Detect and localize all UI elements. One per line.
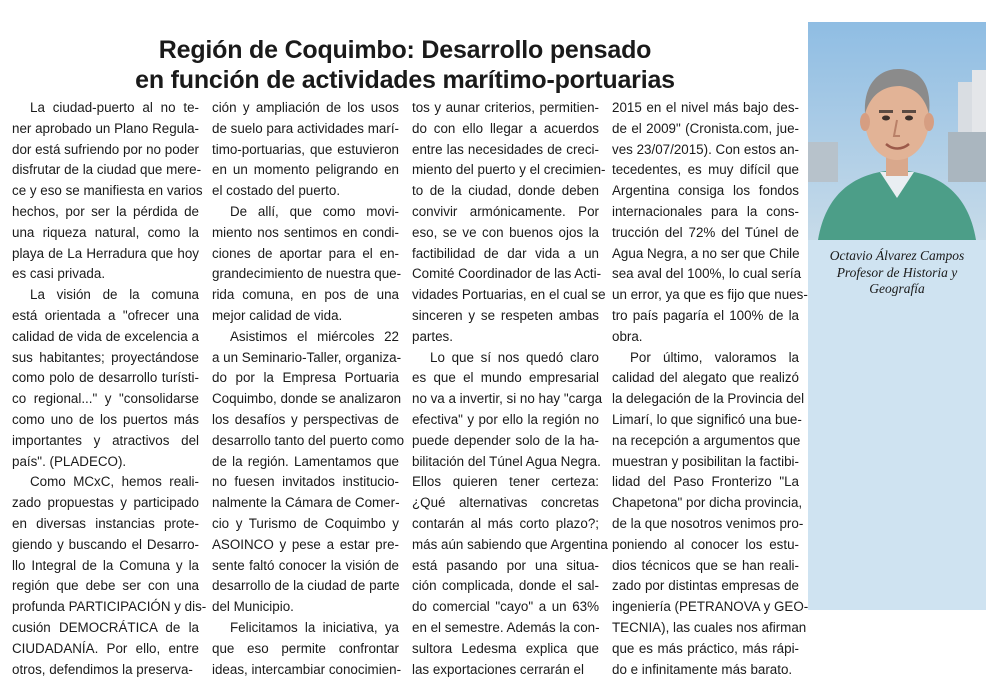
article-text-line: desarrollo de la ciudad de parte <box>212 578 400 594</box>
article-text-line: desarrollo tanto del puerto como <box>212 432 405 448</box>
article-text-line: está pasando por una situa- <box>412 557 599 573</box>
article-text-line: de la que nosotros venimos pro- <box>612 515 804 531</box>
article-text-line: contarán al más corto plazo?; <box>412 515 599 531</box>
article-text-line: to de la ciudad, donde deben <box>412 183 599 199</box>
article-text-line: país". (PLADECO). <box>12 453 127 469</box>
article-text-line: Asistimos el miércoles 22 <box>230 328 399 344</box>
article-text-line: dor está sufriendo por no poder <box>12 141 199 157</box>
article-text-line: lidad del Paso Fronterizo "La <box>612 474 799 490</box>
author-role-line-1: Profesor de Historia y <box>836 264 958 280</box>
article-text-line: el costado del puerto. <box>212 183 341 199</box>
article-text-line: otros, defendimos la preserva- <box>12 661 193 677</box>
article-text-line: calidad de vida de excelencia a <box>12 328 199 344</box>
article-text-line: tecedentes, es muy difícil que <box>612 162 799 178</box>
article-text-line: los desafíos y perspectivas de <box>212 411 399 427</box>
article-text-line: eso, se ve con buenos ojos la <box>412 224 599 240</box>
article-text-line: Limarí, lo que significó una bue- <box>612 411 802 427</box>
article-text-line: sus habitantes; proyectándose <box>12 349 199 365</box>
author-name: Octavio Álvarez Campos <box>829 248 965 263</box>
article-text-line: en diversas instancias prote- <box>12 515 199 531</box>
article-text-line: ciones de aportar para el en- <box>212 245 399 261</box>
article-column-1 <box>12 98 207 680</box>
article-text-line: más aún sabiendo que Argentina <box>412 536 608 552</box>
article-text-line: que es más práctico, más rápi- <box>612 640 799 656</box>
article-title-line-2: en función de actividades marítimo-portuarias <box>135 65 675 94</box>
article-text-line: ¿Qué alternativas concretas <box>412 495 599 511</box>
article-text-line: región que debe ser con una <box>12 578 199 594</box>
article-text-line: un error, ya que es fijo que nues- <box>612 287 808 303</box>
article-text-line: co regional..." y "consolidarse <box>12 391 199 407</box>
article-title <box>60 35 750 95</box>
article-text-line: timo-portuarias, que estuvieron <box>212 141 399 157</box>
article-text-line: de el 2009" (Cronista.com, jue- <box>612 120 799 136</box>
article-text-line: grandecimiento de nuestra que- <box>212 266 402 282</box>
article-text-line: ideas, intercambiar conocimien- <box>212 661 402 677</box>
article-text-line: ner aprobado un Plano Regula- <box>12 120 199 136</box>
article-text-line: sultora Ledesma explica que <box>412 640 599 656</box>
article-text-line: Comité Coordinador de las Acti- <box>412 266 602 282</box>
article-text-line: hechos, por ser la pérdida de <box>12 203 199 219</box>
article-text-line: CIUDADANÍA. Por ello, entre <box>12 640 199 656</box>
article-text-line: do e infinitamente más barato. <box>612 661 793 677</box>
article-column-3 <box>412 98 608 680</box>
article-text-line: internacionales para la cons- <box>612 203 799 219</box>
article-text-line: como polo de desarrollo turísti- <box>12 370 199 386</box>
article-title-line-1: Región de Coquimbo: Desarrollo pensado <box>158 35 652 64</box>
article-text-line: Ellos quieren tener certeza: <box>412 474 599 490</box>
article-text-line: trucción del 72% del Túnel de <box>612 224 799 240</box>
article-column-4 <box>612 98 809 680</box>
article-text-line: na recepción a argumentos que <box>612 432 801 448</box>
article-text-line: do por la Empresa Portuaria <box>212 370 399 386</box>
article-text-line: ves 23/07/2015). Con estos an- <box>612 141 799 157</box>
article-text-line: Lo que sí nos quedó claro <box>430 349 599 365</box>
article-text-line: Coquimbo, donde se analizaron <box>212 391 402 407</box>
article-text-line: tos y aunar criterios, permitien- <box>412 100 599 115</box>
article-text-line: efectiva" y por ello la región no <box>412 411 599 427</box>
article-text-line: Felicitamos la iniciativa, ya <box>230 619 399 635</box>
article-text-line: Agua Negra, a no ser que Chile <box>612 245 800 261</box>
article-text-line: obra. <box>612 328 643 344</box>
article-text-line: Argentina consiga los fondos <box>612 183 799 199</box>
article-text-line: do comercial "cayo" a un 63% <box>412 599 599 615</box>
article-text-line: Por último, valoramos la <box>630 349 799 365</box>
article-text-line: ce y eso se manifiesta en varios <box>12 183 203 199</box>
article-text-line: partes. <box>412 328 453 344</box>
article-text-line: cio y Turismo de Coquimbo y <box>212 515 399 531</box>
article-text-line: TECNIA), las cuales nos afirman <box>612 619 807 635</box>
article-text-line: La ciudad-puerto al no te- <box>30 100 199 115</box>
article-text-line: como uno de los puertos más <box>12 411 199 427</box>
article-text-line: cusión DEMOCRÁTICA de la <box>12 619 199 635</box>
article-text-line: de la región. Lamentamos que <box>212 453 399 469</box>
article-text-line: una riqueza natural, como la <box>12 224 199 240</box>
article-text-line: disfrutar de la ciudad que mere- <box>12 162 202 178</box>
article-text-line: en el semestre. Además la con- <box>412 619 600 635</box>
article-text-line: dios técnicos que se han reali- <box>612 557 799 573</box>
article-text-line: puede depender solo de la ha- <box>412 432 599 448</box>
author-caption <box>808 248 986 298</box>
article-text-line: convivir armónicamente. Por <box>412 203 599 219</box>
article-text-line: profunda PARTICIPACIÓN y dis- <box>12 599 207 615</box>
article-text-line: zado propuestas y participado <box>12 495 199 511</box>
author-photo <box>808 22 986 240</box>
article-text-line: tro país pagaría el 100% de la <box>612 307 799 323</box>
article-text-line: la delegación de la Provincia del <box>612 391 805 407</box>
article-text-line: ción complicada, donde el sal- <box>412 578 599 594</box>
article-text-line: ingeniería (PETRANOVA y GEO- <box>612 599 809 615</box>
article-text-line: 2015 en el nivel más bajo des- <box>612 100 799 115</box>
article-text-line: no fuesen invitados institucio- <box>212 474 399 490</box>
article-text-line: calidad del alegato que realizó <box>612 370 799 386</box>
article-text-line: importantes y atractivos del <box>12 432 199 448</box>
article-text-line: ción y ampliación de los usos <box>212 100 399 115</box>
article-text-line: de suelo para actividades marí- <box>212 120 399 136</box>
article-text-line: en un momento peligrando en <box>212 162 399 178</box>
article-column-2 <box>212 98 405 680</box>
author-role-line-2: Geografía <box>869 281 925 296</box>
article-text-line: factibilidad de dar vida a un <box>412 245 599 261</box>
article-text-line: De allí, que como movi- <box>230 203 399 219</box>
article-text-line: muestran y posibilitan la factibi- <box>612 453 799 469</box>
article-text-line: poniendo al conocer los estu- <box>612 536 799 552</box>
article-text-line: bilitación del Túnel Agua Negra. <box>412 453 601 469</box>
article-text-line: vidades Portuarias, en el cual se <box>412 287 606 303</box>
article-text-line: rida comuna, en pos de una <box>212 287 399 303</box>
article-text-line: sea aval del 100%, lo cual sería <box>612 266 802 282</box>
article-text-line: está orientada a "ofrecer una <box>12 307 199 323</box>
article-text-line: es que el mundo empresarial <box>412 370 599 386</box>
article-text-line: miento nos sentimos en condi- <box>212 224 399 240</box>
article-text-line: ASOINCO y pese a estar pre- <box>212 536 399 552</box>
article-text-line: las exportaciones cerrarán el <box>412 661 584 677</box>
article-text-line: no va a invertir, si no hay "carga <box>412 391 603 407</box>
article-text-line: giendo y buscando el Desarro- <box>12 536 199 552</box>
article-text-line: Chapetona" por dicha provincia, <box>612 495 803 511</box>
article-text-line: entre las necesidades de creci- <box>412 141 599 157</box>
article-text-line: es casi privada. <box>12 266 106 282</box>
article-text-line: do con ello llegar a acuerdos <box>412 120 599 136</box>
article-text-line: que eso permite confrontar <box>212 640 399 656</box>
article-text-line: zado por distintas empresas de <box>612 578 799 594</box>
article-text-line: sente faltó conocer la visión de <box>212 557 399 573</box>
article-text-line: Como MCxC, hemos reali- <box>30 474 199 490</box>
author-portrait-illustration <box>808 22 986 240</box>
article-text-line: playa de La Herradura que hoy <box>12 245 199 261</box>
article-text-line: del Municipio. <box>212 599 294 615</box>
article-text-line: llo Integral de la Comuna y la <box>12 557 199 573</box>
article-text-line: mejor calidad de vida. <box>212 307 343 323</box>
article-text-line: a un Seminario-Taller, organiza- <box>212 349 402 365</box>
article-text-line: La visión de la comuna <box>30 287 199 303</box>
article-text-line: miento del puerto y el crecimien- <box>412 162 606 178</box>
article-text-line: sinceren y se respeten ambas <box>412 307 599 323</box>
article-text-line: nalmente la Cámara de Comer- <box>212 495 400 511</box>
